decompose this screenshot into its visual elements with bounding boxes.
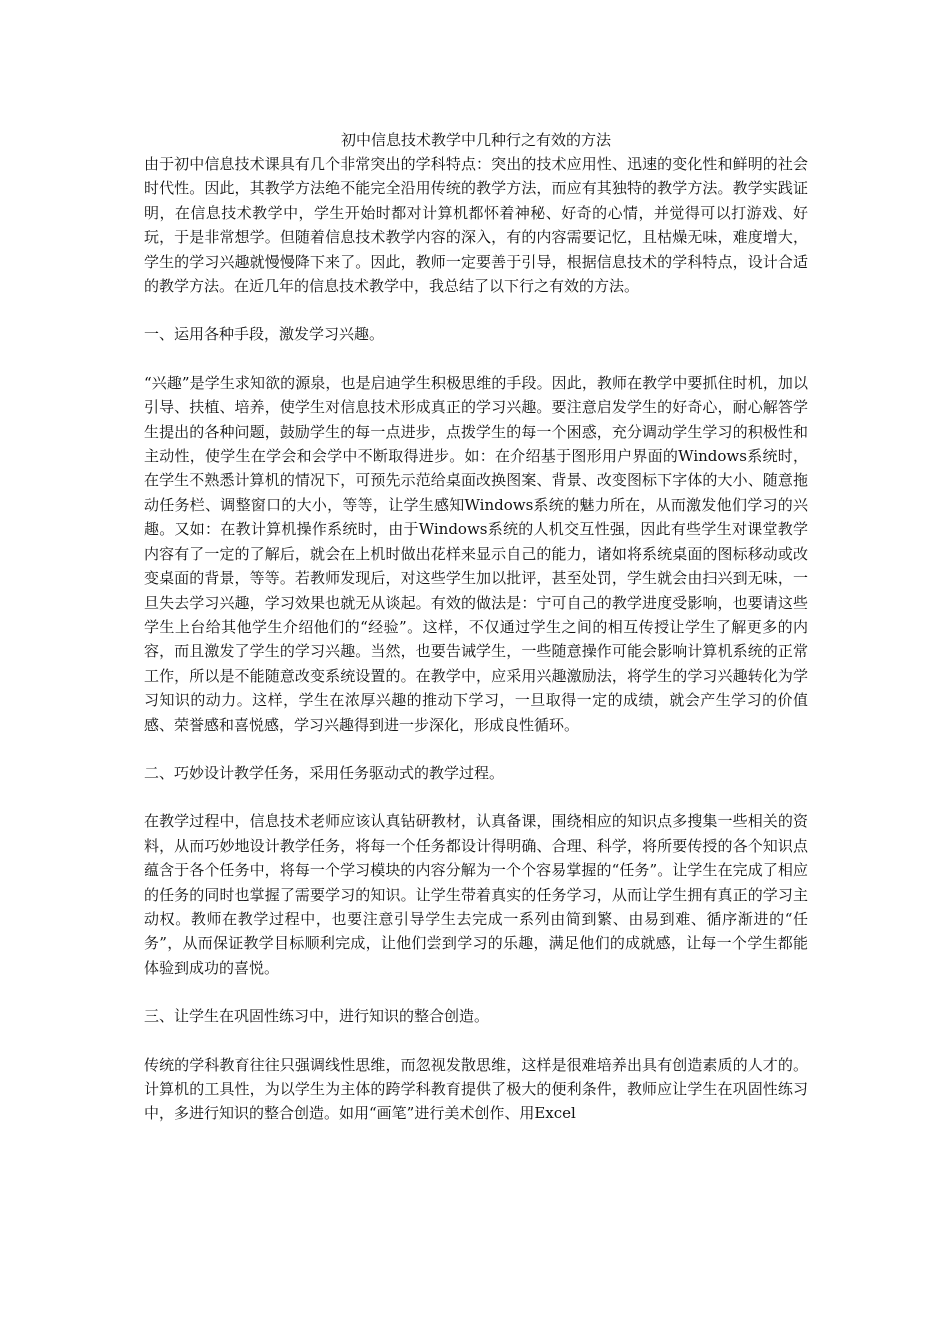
section-3-heading: 三、让学生在巩固性练习中，进行知识的整合创造。 xyxy=(144,1007,490,1026)
paragraph-gap xyxy=(144,785,808,809)
paragraph-gap xyxy=(144,298,808,322)
section-2-body: 在教学过程中，信息技术老师应该认真钻研教材，认真备课，围绕相应的知识点多搜集一些相关的资料，从而巧妙地设计教学任务，将每一个任务都设计得明确、合理、科学，将所要传授的各个知识点蕴含于各个任务中，将每一个学习模块的内容分解为一个个容易掌握的“任务”。让学生在完成了相应的任务的同时也掌握了需要学习的知识。让学生带着真实的任务学习，从而让学生拥有真正的学习主动权。教师在教学过程中，也要注意引导学生去完成一系列由简到繁、由易到难、循序渐进的“任务”，从而保证教学目标顺利完成，让他们尝到学习的乐趣，满足他们的成就感，让每一个学生都能体验到成功的喜悦。 xyxy=(144,812,808,977)
intro-paragraph: 由于初中信息技术课具有几个非常突出的学科特点：突出的技术应用性、迅速的变化性和鲜明的社会时代性。因此，其教学方法绝不能完全沿用传统的教学方法，而应有其独特的教学方法。教学实践证明，在信息技术教学中，学生开始时都对计算机都怀着神秘、好奇的心情，并觉得可以打游戏、好玩，于是非常想学。但随着信息技术教学内容的深入，有的内容需要记忆，且枯燥无味，难度增大，学生的学习兴趣就慢慢降下来了。因此，教师一定要善于引导，根据信息技术的学科特点，设计合适的教学方法。在近几年的信息技术教学中，我总结了以下行之有效的方法。 xyxy=(144,155,808,296)
document-page xyxy=(144,128,808,1126)
section-1-body: “兴趣”是学生求知欲的源泉，也是启迪学生积极思维的手段。因此，教师在教学中要抓住时机，加以引导、扶植、培养，使学生对信息技术形成真正的学习兴趣。要注意启发学生的好奇心，耐心解答学生提出的各种问题，鼓励学生的每一点进步，点拨学生的每一个困惑，充分调动学生学习的积极性和主动性，使学生在学会和会学中不断取得进步。如：在介绍基于图形用户界面的Windows系统时，在学生不熟悉计算机的情况下，可预先示范给桌面改换图案、背景、改变图标下字体的大小、随意拖动任务栏、调整窗口的大小，等等，让学生感知Windows系统的魅力所在，从而激发他们学习的兴趣。又如：在教计算机操作系统时，由于Windows系统的人机交互性强，因此有些学生对课堂教学内容有了一定的了解后，就会在上机时做出花样来显示自己的能力，诸如将系统桌面的图标移动或改变桌面的背景，等等。若教师发现后，对这些学生加以批评，甚至处罚，学生就会由扫兴到无味，一旦失去学习兴趣，学习效果也就无从谈起。有效的做法是：宁可自己的教学进度受影响，也要请这些学生上台给其他学生介绍他们的“经验”。这样，不仅通过学生之间的相互传授让学生了解更多的内容，而且激发了学生的学习兴趣。当然，也要告诫学生，一些随意操作可能会影响计算机系统的正常工作，所以是不能随意改变系统设置的。在教学中，应采用兴趣激励法，将学生的学习兴趣转化为学习知识的动力。这样，学生在浓厚兴趣的推动下学习，一旦取得一定的成绩，就会产生学习的价值感、荣誉感和喜悦感，学习兴趣得到进一步深化，形成良性循环。 xyxy=(144,373,808,734)
section-3-body: 传统的学科教育往往只强调线性思维，而忽视发散思维，这样是很难培养出具有创造素质的人才的。计算机的工具性，为以学生为主体的跨学科教育提供了极大的便利条件，教师应让学生在巩固性练习中，多进行知识的整合创造。如用“画笔”进行美术创作、用Excel xyxy=(144,1055,808,1123)
paragraph-gap xyxy=(144,347,808,371)
section-1-heading: 一、运用各种手段，激发学习兴趣。 xyxy=(144,325,385,344)
paragraph-gap xyxy=(144,737,808,761)
paragraph-gap xyxy=(144,1029,808,1053)
document-title: 初中信息技术教学中几种行之有效的方法 xyxy=(340,131,611,149)
paragraph-gap xyxy=(144,980,808,1004)
section-2-heading: 二、巧妙设计教学任务，采用任务驱动式的教学过程。 xyxy=(144,763,505,782)
